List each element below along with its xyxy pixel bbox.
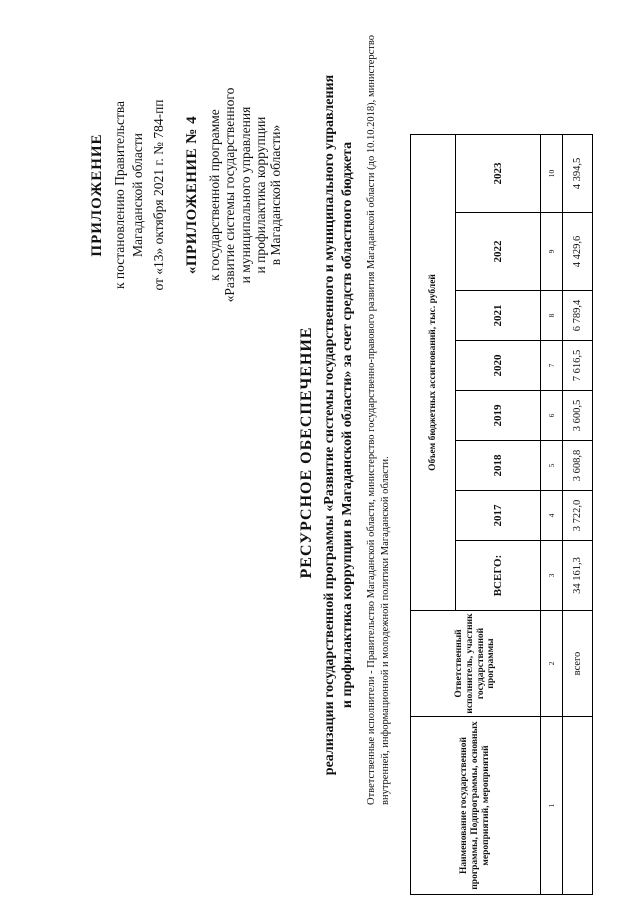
appendix4-title: «ПРИЛОЖЕНИЕ № 4 [184,115,200,275]
header-year: 2019 [456,391,541,441]
appendix-line-2: Магаданской области [130,133,145,257]
row-executor: всего [563,611,593,717]
appendix4-line-1: к государственной программе [207,109,222,281]
row-value: 7 616,5 [563,341,593,391]
column-number: 4 [541,491,563,541]
row-value: 4 394,5 [563,135,593,213]
column-number: 3 [541,541,563,611]
header-year: 2017 [456,491,541,541]
row-value: 3 600,5 [563,391,593,441]
appendix4-line-4: и профилактика коррупции [253,116,268,274]
column-number: 9 [541,213,563,291]
appendix-line-3: от «13» октября 2021 г. № 784-пп [151,99,166,291]
appendix4-line-3: и муниципального управления [238,106,253,284]
row-value: 4 429,6 [563,213,593,291]
column-number: 8 [541,291,563,341]
column-number: 1 [541,717,563,895]
appendix4-line-2: «Развитие системы государственного [222,87,237,303]
document-subtitle-line-1: реализации государственной программы «Развитие системы государственного и муниципального управления [322,74,337,776]
document-title: РЕСУРСНОЕ ОБЕСПЕЧЕНИЕ [298,326,315,579]
appendix-line-1: к постановлению Правительства [112,100,127,290]
header-year: 2021 [456,291,541,341]
appendix-title: ПРИЛОЖЕНИЕ [89,133,105,257]
header-program-name: Наименование государственной программы, Подпрограммы, основных мероприятий, мероприятий [411,717,541,895]
header-year: 2020 [456,341,541,391]
column-number: 2 [541,611,563,717]
header-year: 2022 [456,213,541,291]
row-value: 6 789,4 [563,291,593,341]
header-executor: Ответственный исполнитель, участник государственной программы [411,611,541,717]
header-total: ВСЕГО: [456,541,541,611]
header-budget: Объем бюджетных ассигнований, тыс. рублей [411,135,456,611]
column-number: 5 [541,441,563,491]
table-row [563,135,593,895]
responsible-executors-paragraph: Ответственные исполнители - Правительство Магаданской области, министерство государственно-правового развития Магаданской области (до 10.10.2018), министерство внутренней, информационной и молодежной политики Магаданской области. [366,35,391,805]
row-value: 3 722,0 [563,491,593,541]
resource-table [410,134,593,895]
row-program-name [563,717,593,895]
document-subtitle-line-2: и профилактика коррупции в Магаданской области» за счет средств областного бюджета [340,141,355,709]
column-number: 10 [541,135,563,213]
row-value: 3 608,8 [563,441,593,491]
appendix4-line-5: в Магаданской области» [268,124,283,266]
header-year: 2018 [456,441,541,491]
row-total: 34 161,3 [563,541,593,611]
column-number: 6 [541,391,563,441]
column-number: 7 [541,341,563,391]
header-year: 2023 [456,135,541,213]
